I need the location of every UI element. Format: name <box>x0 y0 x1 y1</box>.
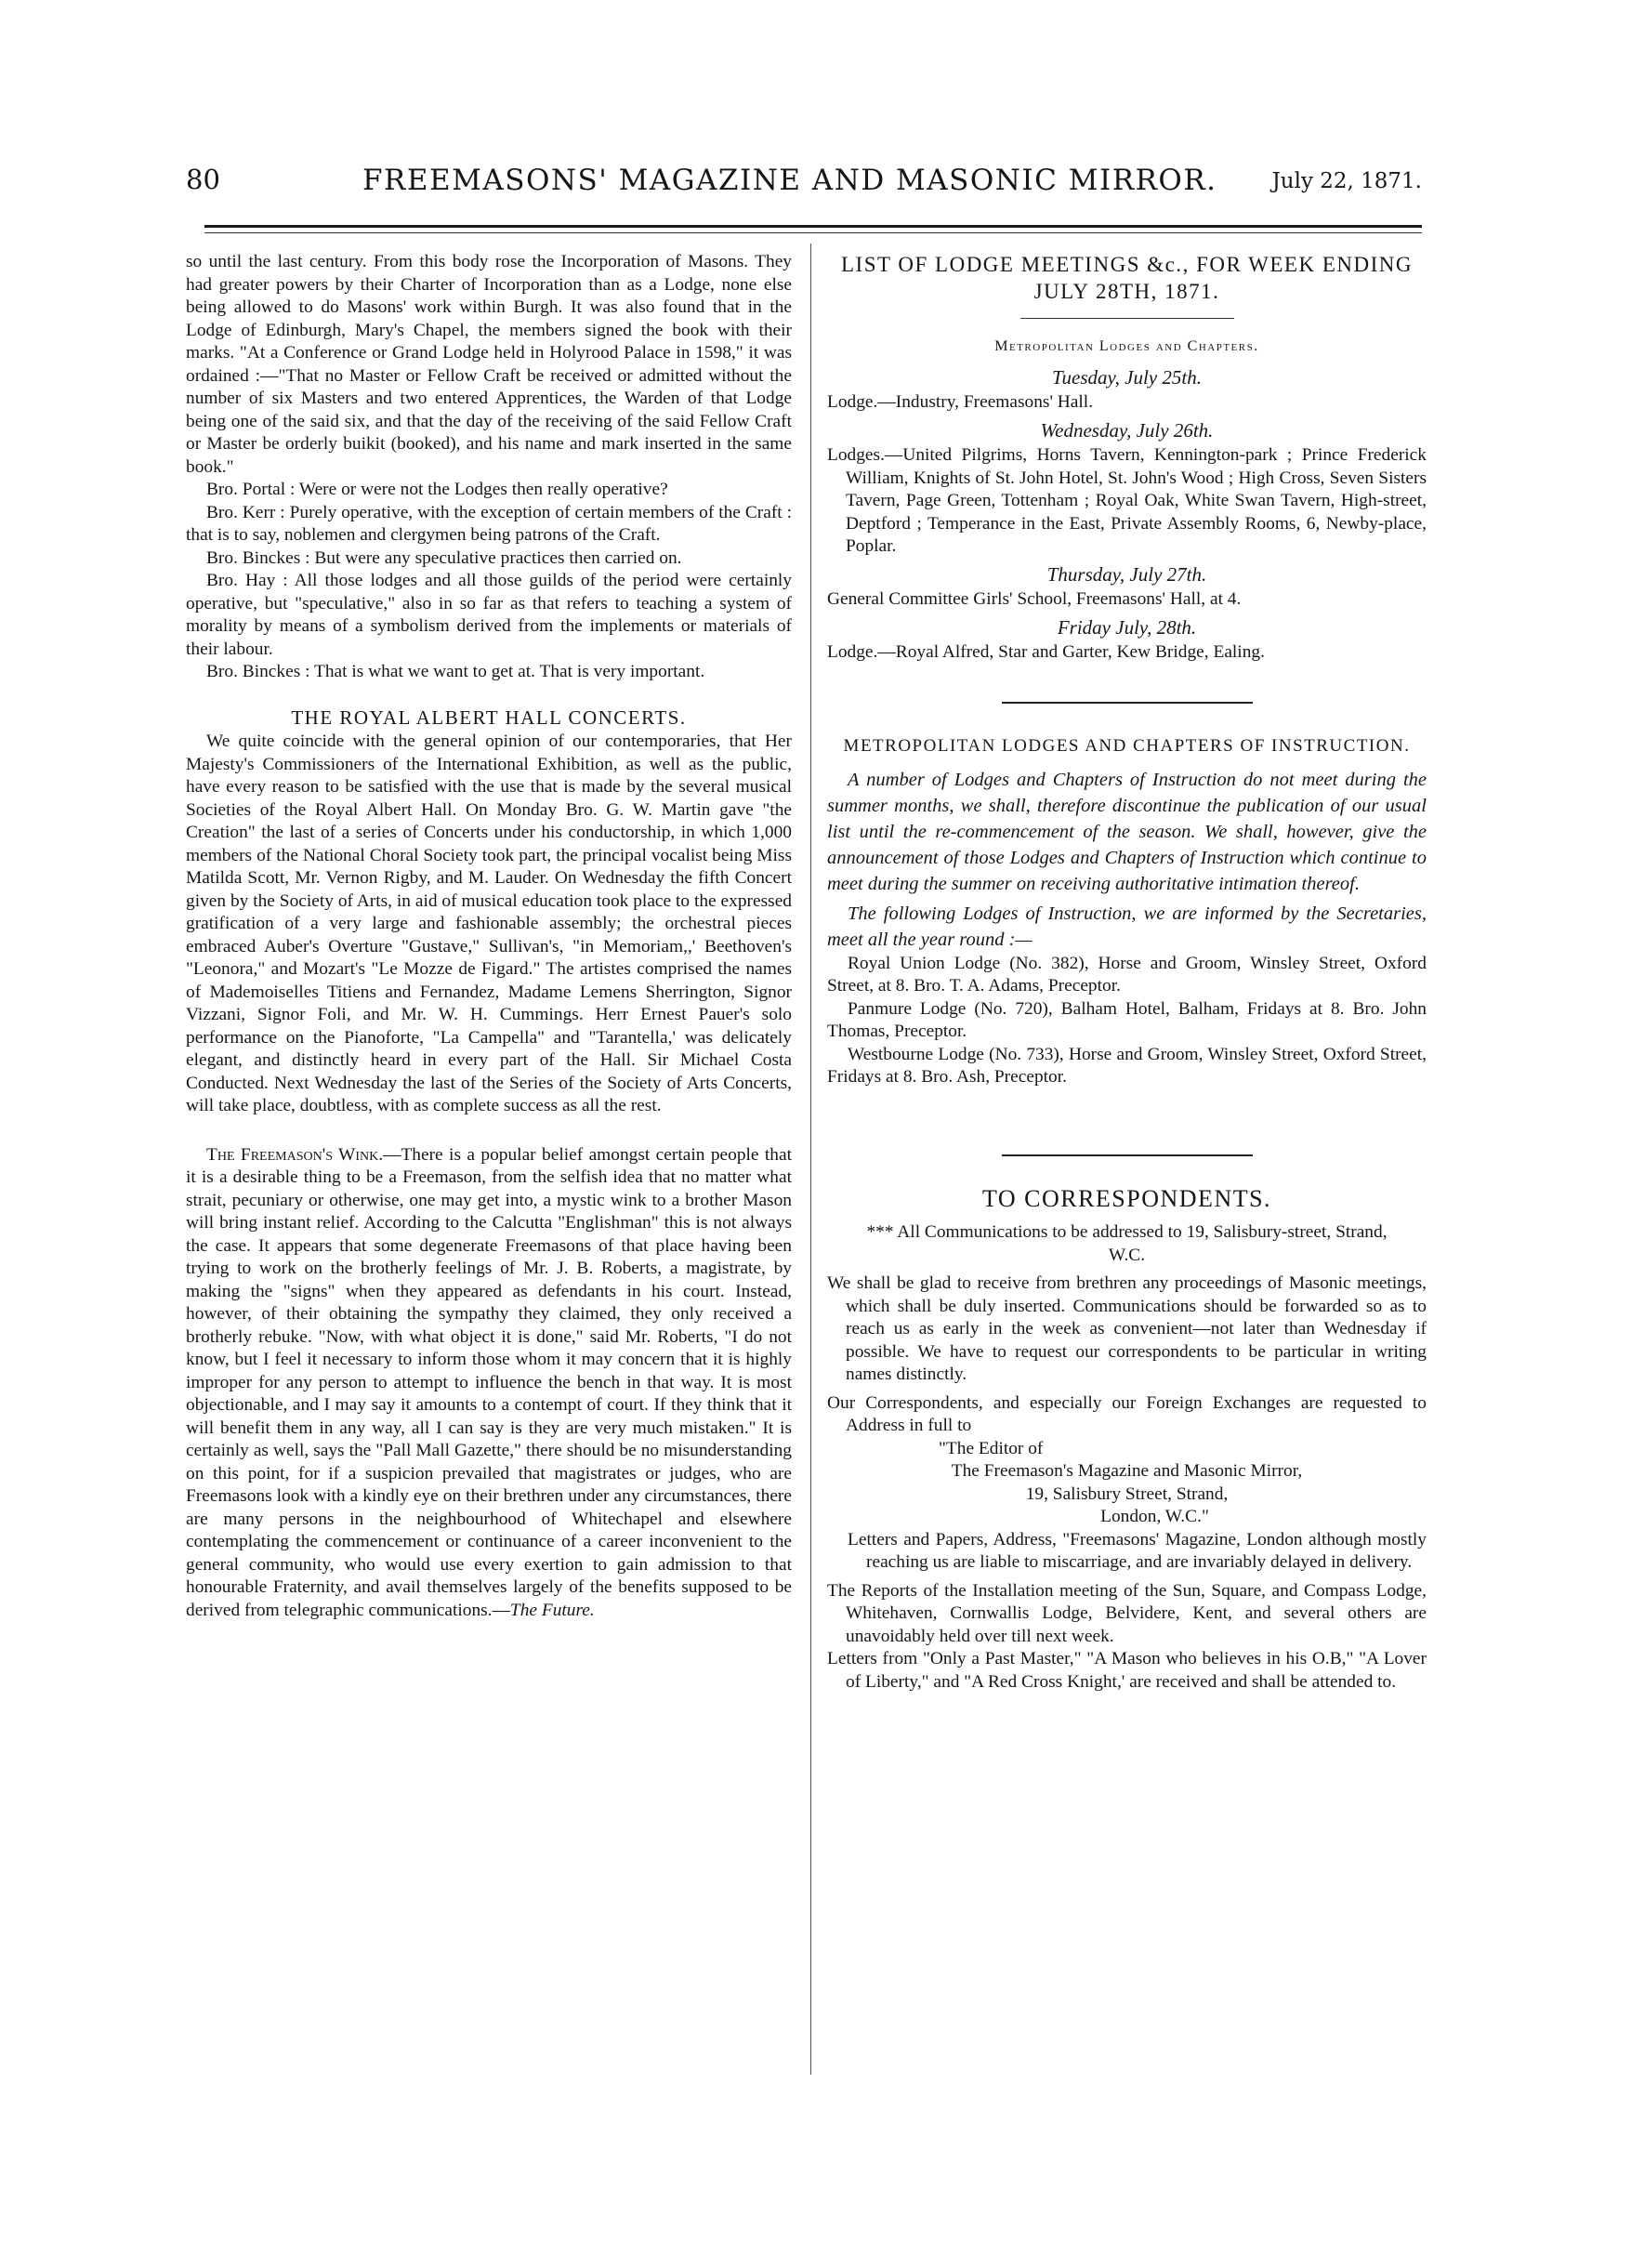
separator <box>1002 702 1253 704</box>
lodge-panmure: Panmure Lodge (No. 720), Balham Hotel, Balham, Fridays at 8. Bro. John Thomas, Preceptor. <box>827 998 1427 1041</box>
discussion-binckes-2: Bro. Binckes : That is what we want to get at. That is very important. <box>206 662 705 681</box>
header-rule-thin <box>204 232 1422 233</box>
right-column <box>827 251 1427 1694</box>
page-header <box>186 164 1422 210</box>
thursday-entry: General Committee Girls' School, Freemasons' Hall, at 4. <box>827 589 1242 609</box>
instruction-notice: A number of Lodges and Chapters of Instruction do not meet during the summer months, we shall, therefore discontinue the publication of our usual list until the re-commencement of the season. We shall, however, give the announcement of those Lodges and Chapters of Instruction which continue to meet during the summer on receiving authoritative intimation thereof. <box>827 769 1427 894</box>
freemasons-wink-article <box>186 1144 792 1623</box>
concerts-article: We quite coincide with the general opinion of our contemporaries, that Her Majesty's Commissioners of the International Exhibition, as well as the public, have every reason to be satisfied with the use that is made by the several musical Societies of the Royal Albert Hall. On Monday Bro. G. W. Martin gave "the Creation" the last of a series of Concerts under his conductorship, in which 1,000 members of the National Choral Society took part, the principal vocalist being Miss Matilda Scott, Mr. Vernon Rigby, and M. Lauder. On Wednesday the fifth Concert given by the Society of Arts, in aid of musical education took place to the expressed gratification of a very large and fashionable assembly; the orchestral pieces embraced Auber's Overture "Gustave," Sullivan's, "in Memoriam,,' Beethoven's "Leonora," and Mozart's "Le Mozze de Figard." The artistes comprised the names of Mademoiselles Titiens and Fernandez, Madame Lemens Sherrington, Signor Vizzani, Signor Foli, and Mr. W. H. Cummings. Herr Ernest Pauer's solo performance on the Pianoforte, "La Campella" and "Tarantella,' was delicately elegant, and distinctly heard in every part of the Hall. Sir Michael Costa Conducted. Next Wednesday the last of the Series of the Society of Arts Concerts, will take place, doubtless, with as complete success as all the rest. <box>186 732 792 1115</box>
instruction-following: The following Lodges of Instruction, we are informed by the Secretaries, meet all the year round :— <box>827 903 1427 950</box>
wink-body: —There is a popular belief amongst certain people that it is a desirable thing to be a Freemason, from the selfish idea that no matter what strait, pecuniary or otherwise, one may get into, a mystic wink to a brother Mason will bring instant relief. According to the Calcutta "Englishman" this is not always the case. It appears that some degenerate Freemasons of that place having been trying to work on the brotherly feelings of Mr. J. B. Roberts, a magistrate, by making the "signs" when they appeared as defendants in his court. Instead, however, of their obtaining the sympathy they claimed, they only received a brotherly rebuke. "Now, with what object it is done," said Mr. Roberts, "I do not know, but I feel it necessary to inform those whom it may concern that it is highly improper for any person to attempt to influence the bench in that way. It is most objectionable, and I may say it amounts to a contempt of court. If they think that it will benefit them in any way, all I can say is they are very much mistaken." It is certainly as well, says the "Pall Mall Gazette," there should be no misunderstanding on this point, for if a suspicion prevailed that magistrates or judges, who are Freemasons look with a kindly eye on their brethren under any circumstances, there are many persons in the neighbourhood of Whitechapel and elsewhere contemplating the commencement or continuance of a career inconvenient to the general community, who would use every exertion to gain admission to that honourable Fraternity, and avail themselves largely of the benefits supposed to be derived from telegraphic communications.— <box>186 1144 792 1620</box>
issue-date: July 22, 1871. <box>1271 169 1422 193</box>
instruction-heading: METROPOLITAN LODGES AND CHAPTERS OF INSTRUCTION. <box>843 735 1411 756</box>
editor-address-line: The Freemason's Magazine and Masonic Mirror, <box>951 1461 1303 1481</box>
masthead-title: FREEMASONS' MAGAZINE AND MASONIC MIRROR. <box>362 164 1217 197</box>
wednesday-entry: Lodges.—United Pilgrims, Horns Tavern, Kennington-park ; Prince Frederick William, Knights of St. John Hotel, St. John's Wood ; High Cross, Seven Sisters Tavern, Page Green, Tottenham ; Royal Oak, White Swan Tavern, High-street, Deptford ; Temperance in the East, Private Assembly Rooms, 6, Newby-place, Poplar. <box>827 445 1427 556</box>
day-friday: Friday July, 28th. <box>1057 615 1197 639</box>
discussion-binckes: Bro. Binckes : But were any speculative practices then carried on. <box>206 547 682 568</box>
day-wednesday: Wednesday, July 26th. <box>1040 418 1214 442</box>
discussion-portal: Bro. Portal : Were or were not the Lodges then really operative? <box>206 480 668 499</box>
correspondents-heading: TO CORRESPONDENTS. <box>981 1184 1272 1212</box>
day-tuesday: Tuesday, July 25th. <box>1052 365 1202 389</box>
friday-entry: Lodge.—Royal Alfred, Star and Garter, Kew Bridge, Ealing. <box>827 642 1265 662</box>
editor-address-line: London, W.C." <box>1100 1507 1209 1526</box>
page-number: 80 <box>186 164 220 195</box>
discussion-hay: Bro. Hay : All those lodges and all those guilds of the period were certainly operative, but "speculative," also in so far as that refers to teaching a system of morality by means of a symbolism derived from the implements or materials of their labour. <box>186 571 792 659</box>
concerts-heading: THE ROYAL ALBERT HALL CONCERTS. <box>291 705 687 729</box>
foreign-exchanges-note: Our Correspondents, and especially our Foreign Exchanges are requested to Address in full to <box>827 1392 1427 1435</box>
reports-note: The Reports of the Installation meeting of the Sun, Square, and Compass Lodge, Whitehaven, Cornwallis Lodge, Belvidere, Kent, and several others are unavoidably held over till next week. <box>827 1580 1427 1646</box>
lodge-westbourne: Westbourne Lodge (No. 733), Horse and Groom, Winsley Street, Oxford Street, Fridays at 8. Bro. Ash, Preceptor. <box>827 1044 1427 1087</box>
letters-note: Letters and Papers, Address, "Freemasons' Magazine, London although mostly reaching us are liable to miscarriage, and are invariably delayed in delivery. <box>848 1529 1427 1572</box>
column-divider <box>810 244 811 2075</box>
continued-paragraph: so until the last century. From this body rose the Incorporation of Masons. They had greater powers by their Charter of Incorporation than as a Lodge, none else being allowed to do Masons' work within Burgh. It was also found that in the Lodge of Edinburgh, Mary's Chapel, the members signed the book with their marks. "At a Conference or Grand Lodge held in Holyrood Palace in 1598," it was ordained :—"That no Master or Fellow Craft be received or admitted without the number of six Masters and two entered Apprentices, the Warden of that Lodge being one of the said six, and that the day of the receiving of the said Fellow Craft or Master be orderly buikit (booked), and his name and mark inserted in the same book." <box>186 252 792 477</box>
correspondents-note: We shall be glad to receive from brethren any proceedings of Masonic meetings, which shall be duly inserted. Communications should be forwarded so as to reach us as early in the week as convenient—not later than Wednesday if possible. We have to request our correspondents to be particular in writing names distinctly. <box>827 1273 1427 1384</box>
correspondence-address: *** All Communications to be addressed to 19, Salisbury-street, Strand, W.C. <box>866 1222 1388 1265</box>
discussion-kerr: Bro. Kerr : Purely operative, with the exception of certain members of the Craft : that is to say, noblemen and clergymen being patrons of the Craft. <box>186 502 792 545</box>
wink-lead: The Freemason's Wink. <box>206 1144 384 1165</box>
separator <box>1002 1154 1253 1156</box>
editor-address-line: "The Editor of <box>939 1438 1044 1458</box>
left-column <box>186 251 792 1622</box>
metropolitan-heading: Metropolitan Lodges and Chapters. <box>994 338 1259 354</box>
wink-source: The Future. <box>509 1600 595 1620</box>
header-rule-thick <box>204 225 1422 228</box>
day-thursday: Thursday, July 27th. <box>1046 562 1207 586</box>
editor-address-line: 19, Salisbury Street, Strand, <box>1025 1483 1229 1504</box>
separator <box>1020 318 1234 319</box>
lodge-meetings-heading: LIST OF LODGE MEETINGS &c., FOR WEEK ENDING JULY 28TH, 1871. <box>841 253 1413 303</box>
lodge-royal-union: Royal Union Lodge (No. 382), Horse and Groom, Winsley Street, Oxford Street, at 8. Bro. T. A. Adams, Preceptor. <box>827 953 1427 996</box>
letters-received-note: Letters from "Only a Past Master," "A Mason who believes in his O.B," "A Lover of Liberty," and "A Red Cross Knight,' are received and shall be attended to. <box>827 1649 1427 1692</box>
tuesday-entry: Lodge.—Industry, Freemasons' Hall. <box>827 392 1094 412</box>
